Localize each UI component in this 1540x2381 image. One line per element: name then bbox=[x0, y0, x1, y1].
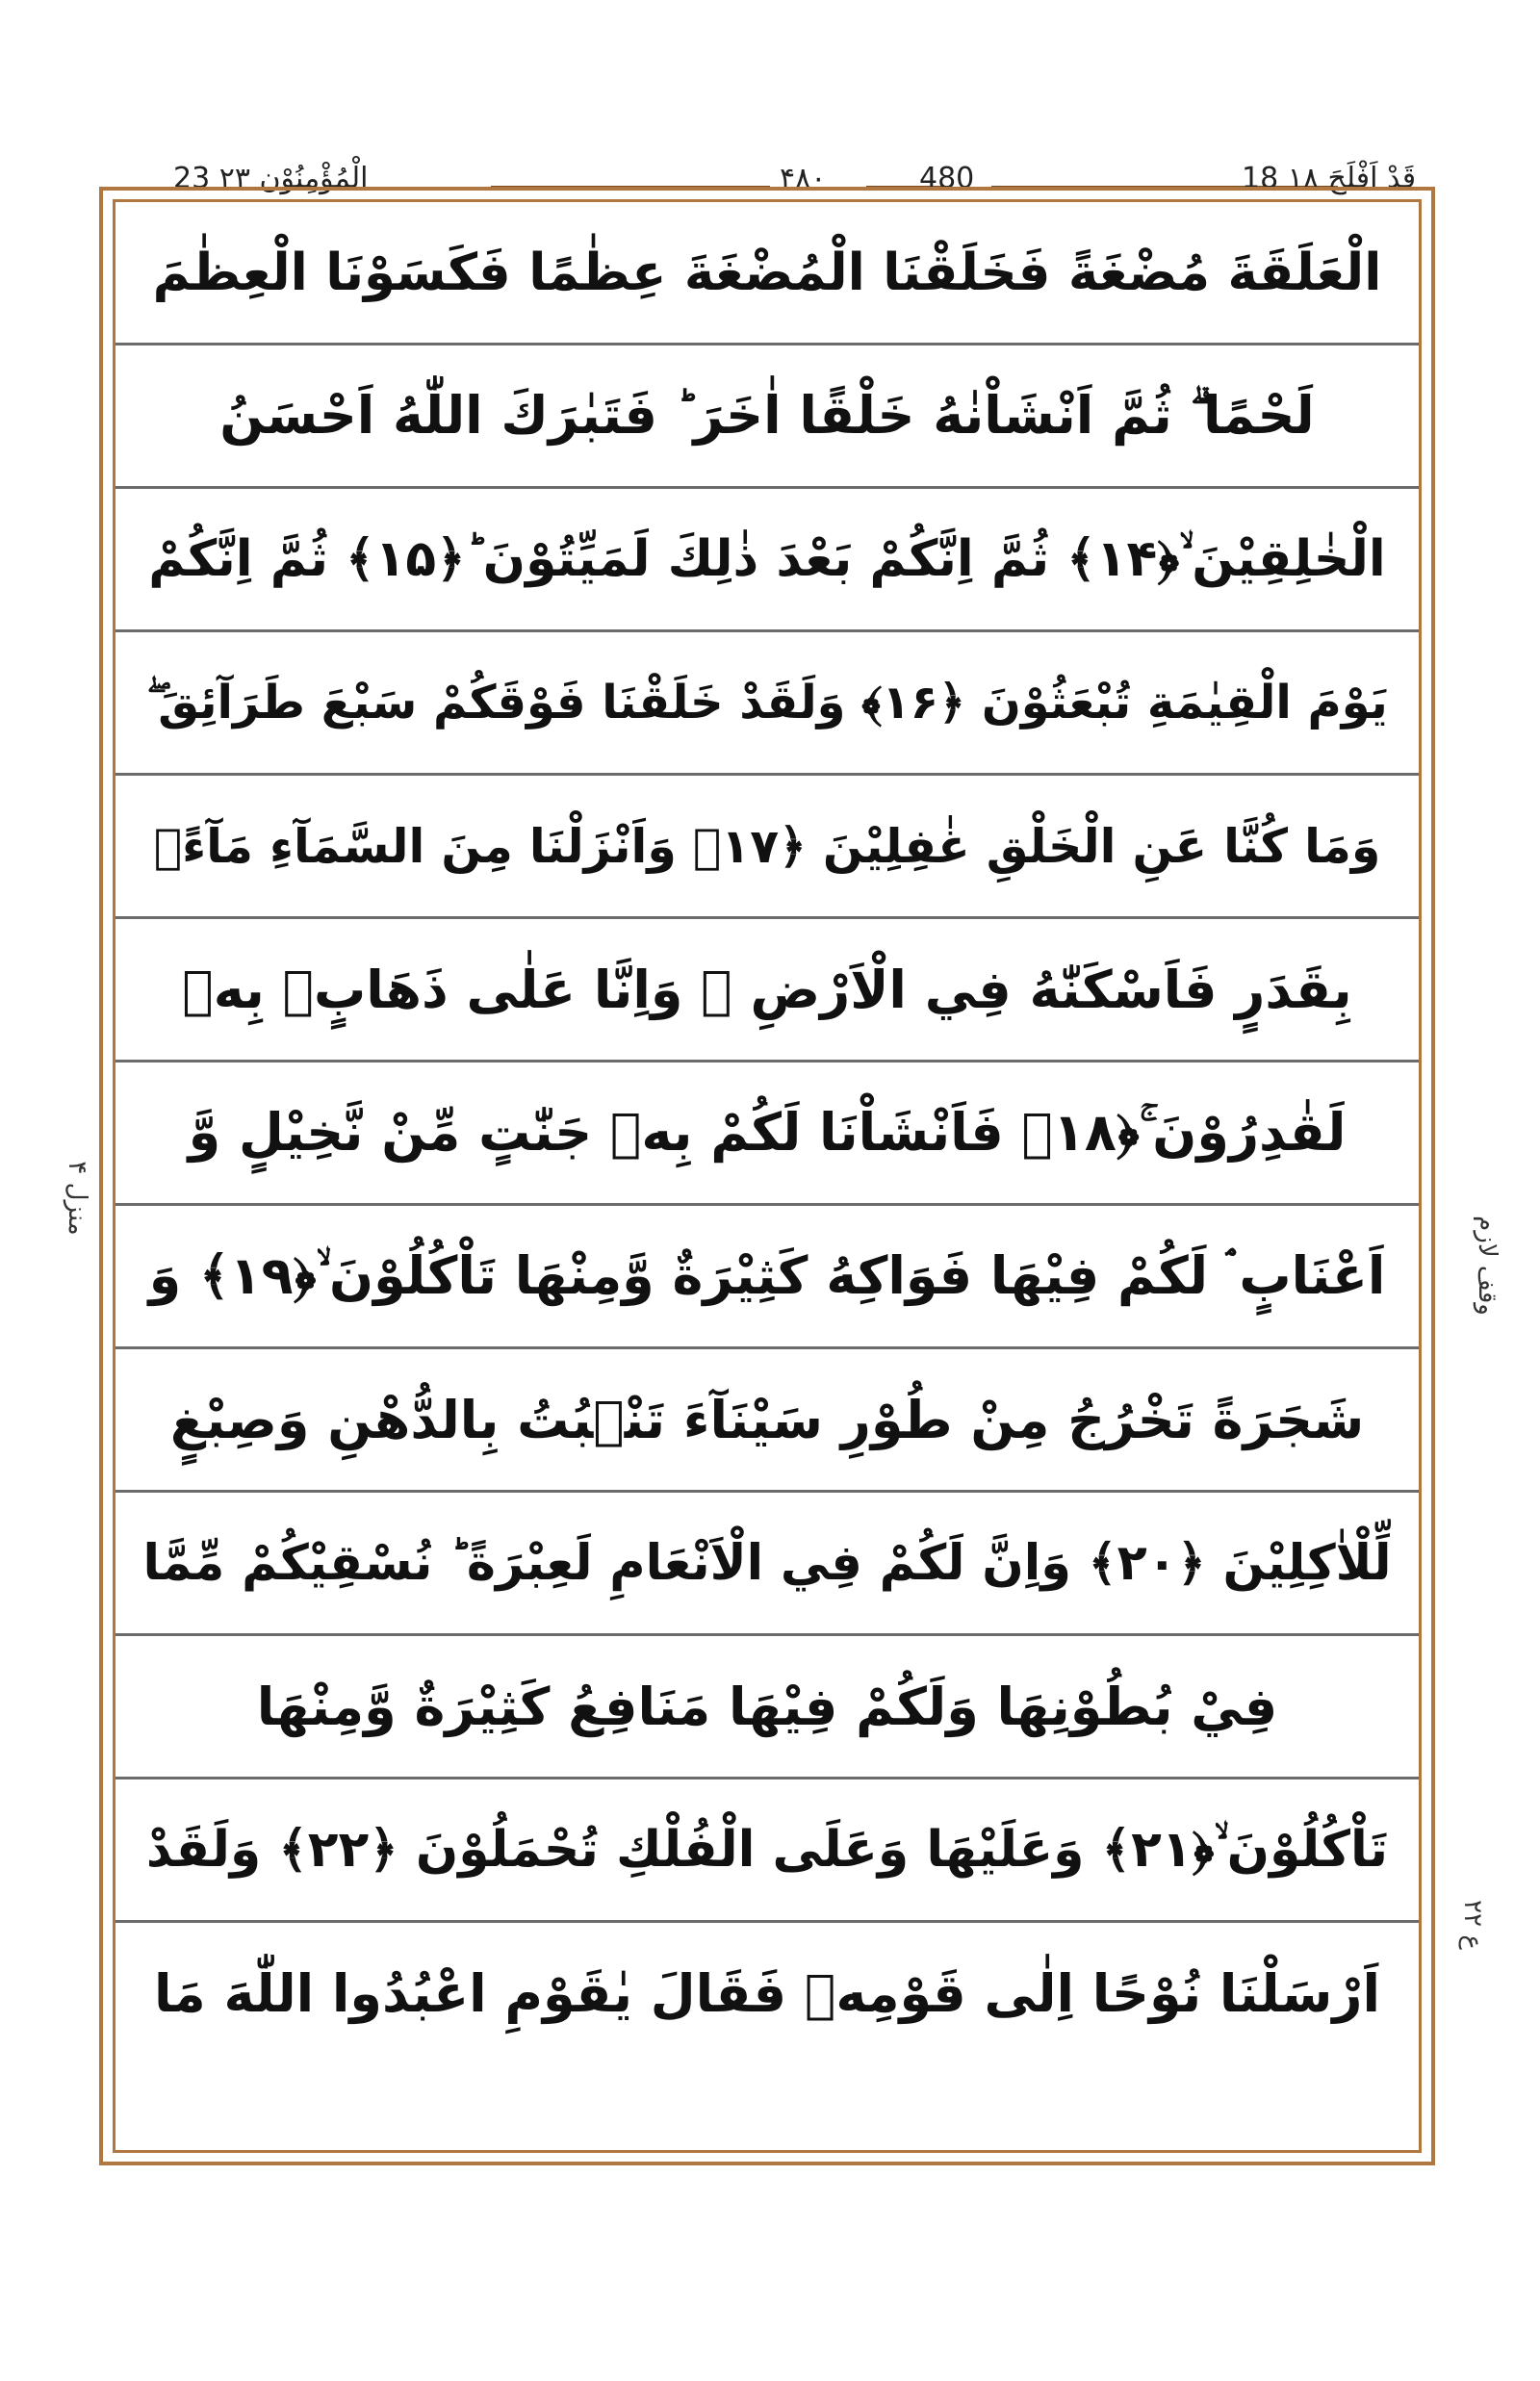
text-line-11 bbox=[116, 1636, 1419, 1777]
text-line-2 bbox=[116, 346, 1419, 486]
line-text: اَرْسَلْنَا نُوْحًا اِلٰى قَوْمِهٖ فَقَالَ يٰقَوْمِ اعْبُدُوا اللّٰهَ مَا bbox=[154, 1962, 1380, 2024]
text-line-12 bbox=[116, 1779, 1419, 1920]
text-line-5 bbox=[116, 776, 1419, 916]
line-text: تَاْكُلُوْنَ ۙ﴿۲۱﴾ وَعَلَيْهَا وَعَلَى الْفُلْكِ تُحْمَلُوْنَ ﴿۲۲﴾ وَلَقَدْ bbox=[145, 1820, 1389, 1879]
line-text: وَمَا كُنَّا عَنِ الْخَلْقِ غٰفِلِيْنَ ﴿۱۷﴾ وَاَنْزَلْنَا مِنَ السَّمَآءِ مَآءًۢ bbox=[153, 818, 1381, 874]
page-number-arabic: ۴۸۰ bbox=[780, 162, 827, 195]
line-text: لَقٰدِرُوْنَ ۚ﴿۱۸﴾ فَاَنْشَاْنَا لَكُمْ بِهٖ جَنّٰتٍ مِّنْ نَّخِيْلٍ وَّ bbox=[188, 1102, 1347, 1163]
line-text: لَحْمًا ۗ ثُمَّ اَنْشَاْنٰهُ خَلْقًا اٰخَرَ ؕ فَتَبٰرَكَ اللّٰهُ اَحْسَنُ bbox=[219, 385, 1315, 446]
text-line-4 bbox=[116, 632, 1419, 773]
juz-label: 18 قَدْ اَفْلَحَ ۱۸ bbox=[1242, 162, 1417, 195]
line-text: الْعَلَقَةَ مُضْغَةً فَخَلَقْنَا الْمُضْغَةَ عِظٰمًا فَكَسَوْنَا الْعِظٰمَ bbox=[152, 243, 1382, 302]
text-line-10 bbox=[116, 1493, 1419, 1633]
page-number: 480 bbox=[919, 162, 975, 195]
text-line-1 bbox=[116, 202, 1419, 343]
line-text: بِقَدَرٍ فَاَسْكَنّٰهُ فِي الْاَرْضِ ۖ وَاِنَّا عَلٰى ذَهَابٍۢ بِهٖ bbox=[182, 959, 1352, 1020]
line-text: يَوْمَ الْقِيٰمَةِ تُبْعَثُوْنَ ﴿۱۶﴾ وَلَقَدْ خَلَقْنَا فَوْقَكُمْ سَبْعَ طَرَآئِقَ ۖ bbox=[146, 675, 1388, 730]
surah-label: 23 الْمُؤْمِنُوْن ۲۳ bbox=[173, 162, 369, 195]
text-line-6 bbox=[116, 919, 1419, 1060]
text-line-13 bbox=[116, 1923, 1419, 2063]
ruku-note: ع ۲۲ bbox=[1458, 1900, 1487, 1950]
line-text: لِّلْاٰكِلِيْنَ ﴿۲۰﴾ وَاِنَّ لَكُمْ فِي الْاَنْعَامِ لَعِبْرَةً ؕ نُسْقِيْكُمْ مِّمَّا bbox=[142, 1535, 1392, 1592]
text-frame bbox=[113, 199, 1422, 2153]
line-text: شَجَرَةً تَخْرُجُ مِنْ طُوْرِ سَيْنَآءَ تَنْۢبُتُ بِالدُّهْنِ وَصِبْغٍ bbox=[169, 1389, 1365, 1450]
waqf-note: وقف لازم bbox=[1473, 1216, 1502, 1316]
text-line-7 bbox=[116, 1062, 1419, 1203]
text-line-8 bbox=[116, 1206, 1419, 1346]
line-text: الْخٰلِقِيْنَ ۙ﴿۱۴﴾ ثُمَّ اِنَّكُمْ بَعْدَ ذٰلِكَ لَمَيِّتُوْنَ ؕ﴿۱۵﴾ ثُمَّ اِنَّكُمْ bbox=[148, 529, 1386, 588]
manzil-note: منزل ۴ bbox=[63, 1161, 91, 1236]
text-line-9 bbox=[116, 1349, 1419, 1490]
text-line-3 bbox=[116, 489, 1419, 629]
line-text: فِيْ بُطُوْنِهَا وَلَكُمْ فِيْهَا مَنَافِعُ كَثِيْرَةٌ وَّمِنْهَا bbox=[256, 1676, 1278, 1737]
line-text: اَعْنَابٍ ۘ لَكُمْ فِيْهَا فَوَاكِهُ كَثِيْرَةٌ وَّمِنْهَا تَاْكُلُوْنَ ۙ﴿۱۹﴾ وَ bbox=[148, 1245, 1386, 1306]
